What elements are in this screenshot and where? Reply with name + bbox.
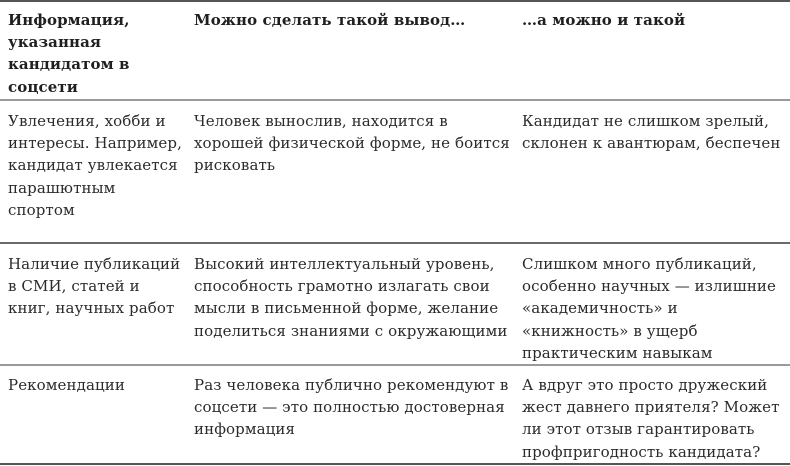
- row-2-conclusion: Высокий интеллектуальный уровень, способность грамотно излагать свои мысли в письменной форме, желание поделиться знаниями с окружающими: [194, 255, 508, 340]
- header-rule: [0, 99, 790, 101]
- header-info: Информация, указанная кандидатом в соцсети: [8, 11, 130, 96]
- row-1-conclusion: Человек вынослив, находится в хорошей физической форме, не боится рисковать: [194, 112, 510, 175]
- row-3-conclusion: Раз человека публично рекомендуют в соцсети — это полностью достоверная информация: [194, 376, 509, 439]
- header-conclusion: Можно сделать такой вывод…: [194, 11, 466, 29]
- table-bottom-rule: [0, 463, 790, 465]
- table-top-rule: [0, 0, 790, 2]
- row-1-info: Увлечения, хобби и интересы. Например, кандидат увлекается парашютным спортом: [8, 112, 182, 219]
- row-3-alternative: А вдруг это просто дружеский жест давнего приятеля? Может ли этот отзыв гарантировать профпригодность кандидата?: [522, 376, 780, 461]
- row-2-info: Наличие публикаций в СМИ, статей и книг, научных работ: [8, 255, 181, 318]
- row-divider: [0, 242, 790, 244]
- row-1-alternative: Кандидат не слишком зрелый, склонен к авантюрам, беспечен: [522, 112, 781, 153]
- header-alternative: …а можно и такой: [522, 11, 686, 29]
- row-divider: [0, 364, 790, 366]
- row-2-alternative: Слишком много публикаций, особенно научных — излишние «академичность» и «книжность» в ущерб практическим навыкам: [522, 255, 777, 362]
- row-3-info: Рекомендации: [8, 376, 125, 394]
